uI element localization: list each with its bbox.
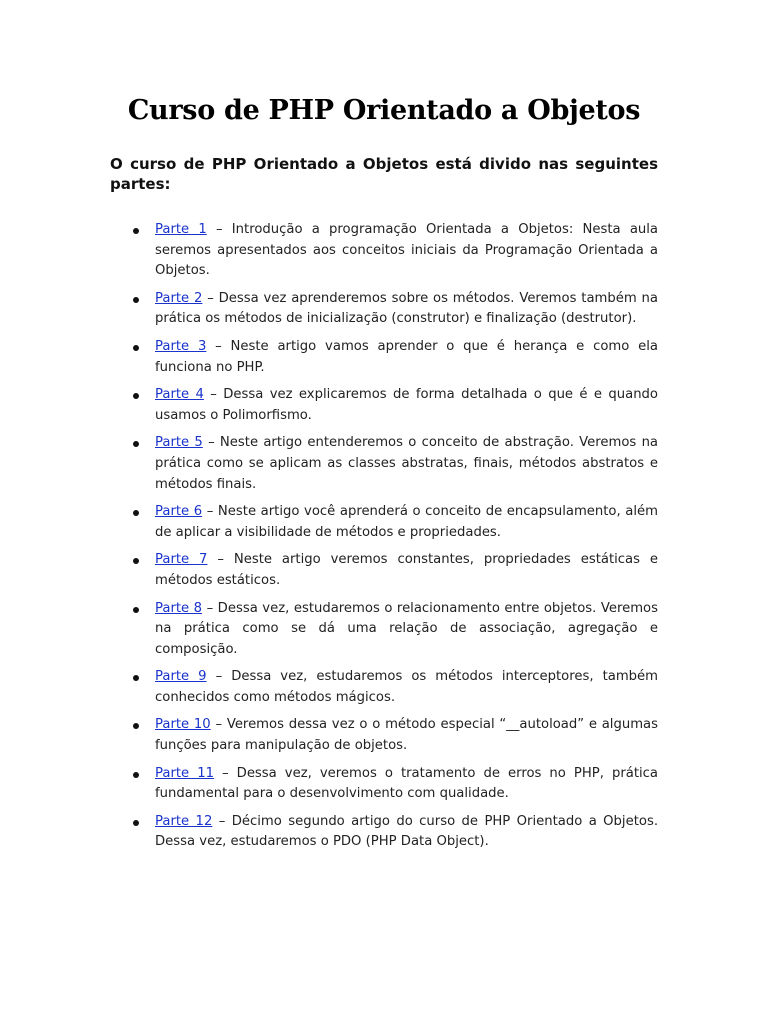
bullet-icon [133, 228, 139, 234]
item-description: – Dessa vez, estudaremos o relacionamento entre objetos. Veremos na prática como se dá uma relação de associação, agregação e composição. [155, 600, 658, 657]
bullet-icon [133, 441, 139, 447]
part-link[interactable]: Parte 8 [155, 600, 203, 616]
part-link[interactable]: Parte 11 [155, 765, 214, 781]
page-title: Curso de PHP Orientado a Objetos [127, 95, 641, 126]
bullet-icon [133, 820, 139, 826]
bullet-icon [133, 558, 139, 564]
list-item [110, 385, 658, 426]
list-item [110, 715, 658, 756]
list-item [110, 502, 658, 543]
list-item [110, 667, 658, 708]
intro-paragraph: O curso de PHP Orientado a Objetos está divido nas seguintes partes: [110, 155, 658, 193]
part-link[interactable]: Parte 6 [155, 504, 203, 520]
bullet-icon [133, 772, 139, 778]
item-description: – Introdução a programação Orientada a Objetos: Nesta aula seremos apresentados aos conceitos iniciais da Programação Orientada a Objetos. [155, 222, 659, 279]
item-description: – Neste artigo entenderemos o conceito de abstração. Veremos na prática como se aplicam as classes abstratas, finais, métodos abstratos e métodos finais. [155, 435, 659, 492]
bullet-icon [133, 510, 139, 516]
list-item [110, 337, 658, 378]
bullet-icon [133, 723, 139, 729]
document-page [110, 92, 658, 860]
part-link[interactable]: Parte 4 [155, 387, 204, 403]
item-description: – Neste artigo veremos constantes, propriedades estáticas e métodos estáticos. [155, 552, 659, 588]
bullet-icon [133, 675, 139, 681]
item-description: – Veremos dessa vez o o método especial “__autoload” e algumas funções para manipulação de objetos. [155, 717, 658, 754]
part-link[interactable]: Parte 5 [155, 435, 203, 451]
list-item [110, 599, 658, 661]
list-item [110, 289, 658, 330]
bullet-icon [133, 297, 139, 303]
list-item [110, 764, 658, 805]
bullet-icon [133, 607, 139, 613]
bullet-icon [133, 393, 139, 399]
item-description: – Dessa vez, estudaremos os métodos interceptores, também conhecidos como métodos mágicos. [155, 669, 659, 705]
item-description: – Neste artigo vamos aprender o que é herança e como ela funciona no PHP. [155, 338, 658, 375]
bullet-icon [133, 345, 139, 351]
part-link[interactable]: Parte 3 [155, 338, 207, 354]
part-link[interactable]: Parte 1 [155, 222, 207, 237]
list-item [110, 433, 658, 495]
item-description: – Dessa vez explicaremos de forma detalhada o que é e quando usamos o Polimorfismo. [155, 387, 658, 423]
item-description: – Décimo segundo artigo do curso de PHP Orientado a Objetos. Dessa vez, estudaremos o PDO (PHP Data Object). [155, 813, 659, 850]
item-description: – Dessa vez, veremos o tratamento de erros no PHP, prática fundamental para o desenvolvimento com qualidade. [155, 765, 659, 802]
part-link[interactable]: Parte 7 [155, 552, 208, 568]
part-link[interactable]: Parte 9 [155, 669, 207, 685]
part-link[interactable]: Parte 2 [155, 290, 203, 306]
part-link[interactable]: Parte 12 [155, 813, 213, 829]
list-item [110, 812, 658, 853]
parts-list [110, 220, 658, 853]
part-link[interactable]: Parte 10 [155, 717, 211, 733]
list-item [110, 550, 658, 591]
item-description: – Neste artigo você aprenderá o conceito de encapsulamento, além de aplicar a visibilidade de métodos e propriedades. [155, 504, 658, 540]
item-description: – Dessa vez aprenderemos sobre os métodos. Veremos também na prática os métodos de inicialização (construtor) e finalização (destrutor). [155, 290, 658, 327]
list-item [110, 220, 658, 282]
